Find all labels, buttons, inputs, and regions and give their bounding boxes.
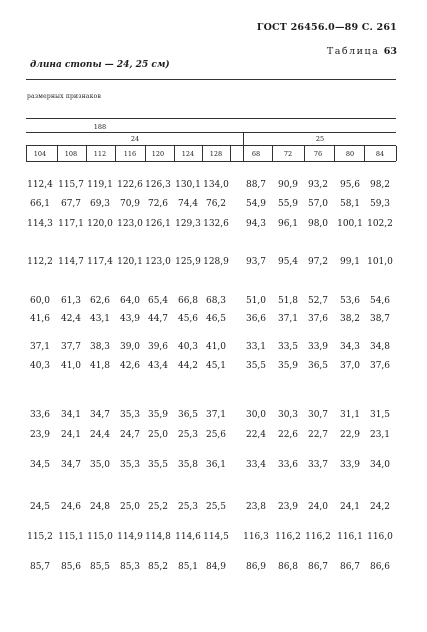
table-cell: 93,7 — [245, 257, 267, 267]
table-cell: 24,4 — [89, 430, 111, 440]
table-cell: 61,3 — [60, 296, 82, 306]
table-cell: 86,7 — [307, 562, 329, 572]
table-cell: 43,1 — [89, 314, 111, 324]
table-label-word: Таблица — [326, 46, 380, 57]
column-separator — [202, 146, 203, 161]
table-cell: 23,9 — [277, 502, 299, 512]
table-cell: 31,5 — [369, 410, 391, 420]
table-cell: 72,6 — [147, 199, 169, 209]
table-cell: 120,0 — [87, 219, 113, 229]
table-cell: 44,7 — [147, 314, 169, 324]
table-cell: 39,0 — [119, 342, 141, 352]
table-cell: 114,6 — [175, 532, 201, 542]
table-cell: 36,5 — [307, 361, 329, 371]
header-rule-top — [26, 118, 396, 119]
table-cell: 85,7 — [29, 562, 51, 572]
table-cell: 126,3 — [145, 180, 171, 190]
table-cell: 115,2 — [27, 532, 53, 542]
table-cell: 123,0 — [145, 257, 171, 267]
column-header: 104 — [33, 150, 47, 158]
table-cell: 35,3 — [119, 410, 141, 420]
table-cell: 46,5 — [205, 314, 227, 324]
table-cell: 24,7 — [119, 430, 141, 440]
table-cell: 67,7 — [60, 199, 82, 209]
table-cell: 35,5 — [245, 361, 267, 371]
table-cell: 117,1 — [58, 219, 84, 229]
table-cell: 115,1 — [58, 532, 84, 542]
table-cell: 84,9 — [205, 562, 227, 572]
column-header: 80 — [345, 150, 355, 158]
table-cell: 25,2 — [147, 502, 169, 512]
table-cell: 30,7 — [307, 410, 329, 420]
table-cell: 24,6 — [60, 502, 82, 512]
table-cell: 85,6 — [60, 562, 82, 572]
table-cell: 35,0 — [89, 460, 111, 470]
table-cell: 35,9 — [147, 410, 169, 420]
table-cell: 35,5 — [147, 460, 169, 470]
table-cell: 37,6 — [307, 314, 329, 324]
table-cell: 40,3 — [29, 361, 51, 371]
table-cell: 59,3 — [369, 199, 391, 209]
table-cell: 55,9 — [277, 199, 299, 209]
table-cell: 41,8 — [89, 361, 111, 371]
table-cell: 66,8 — [177, 296, 199, 306]
table-cell: 25,0 — [119, 502, 141, 512]
column-header: 72 — [283, 150, 293, 158]
column-separator — [243, 146, 244, 161]
title-rule — [26, 79, 396, 80]
table-cell: 94,3 — [245, 219, 267, 229]
table-cell: 114,3 — [27, 219, 53, 229]
table-cell: 24,2 — [369, 502, 391, 512]
table-cell: 70,9 — [119, 199, 141, 209]
table-cell: 22,7 — [307, 430, 329, 440]
table-cell: 60,0 — [29, 296, 51, 306]
table-cell: 33,6 — [277, 460, 299, 470]
column-separator — [304, 146, 305, 161]
table-cell: 54,6 — [369, 296, 391, 306]
table-cell: 114,7 — [58, 257, 84, 267]
table-cell: 34,1 — [60, 410, 82, 420]
table-cell: 34,5 — [29, 460, 51, 470]
table-cell: 22,6 — [277, 430, 299, 440]
table-cell: 125,9 — [175, 257, 201, 267]
table-cell: 116,0 — [367, 532, 393, 542]
table-cell: 85,1 — [177, 562, 199, 572]
column-separator — [396, 146, 397, 161]
table-cell: 36,6 — [245, 314, 267, 324]
table-cell: 122,6 — [117, 180, 143, 190]
table-cell: 98,0 — [307, 219, 329, 229]
table-cell: 37,1 — [205, 410, 227, 420]
table-cell: 42,4 — [60, 314, 82, 324]
table-cell: 68,3 — [205, 296, 227, 306]
column-separator — [364, 146, 365, 161]
table-cell: 85,3 — [119, 562, 141, 572]
table-cell: 95,6 — [339, 180, 361, 190]
table-cell: 86,9 — [245, 562, 267, 572]
table-cell: 30,3 — [277, 410, 299, 420]
table-cell: 36,5 — [177, 410, 199, 420]
column-header: 84 — [375, 150, 385, 158]
table-cell: 51,0 — [245, 296, 267, 306]
table-cell: 66,1 — [29, 199, 51, 209]
page-header: ГОСТ 26456.0—89 С. 261 — [256, 22, 397, 33]
table-cell: 35,9 — [277, 361, 299, 371]
column-separator — [115, 146, 116, 161]
table-cell: 116,3 — [243, 532, 269, 542]
table-cell: 40,3 — [177, 342, 199, 352]
table-cell: 58,1 — [339, 199, 361, 209]
table-cell: 34,3 — [339, 342, 361, 352]
table-cell: 65,4 — [147, 296, 169, 306]
table-cell: 64,0 — [119, 296, 141, 306]
table-cell: 34,0 — [369, 460, 391, 470]
table-cell: 130,1 — [175, 180, 201, 190]
table-cell: 25,6 — [205, 430, 227, 440]
column-header: 128 — [209, 150, 223, 158]
table-cell: 134,0 — [203, 180, 229, 190]
table-cell: 85,5 — [89, 562, 111, 572]
table-cell: 33,6 — [29, 410, 51, 420]
table-cell: 93,2 — [307, 180, 329, 190]
table-cell: 86,8 — [277, 562, 299, 572]
column-separator — [334, 146, 335, 161]
table-cell: 90,9 — [277, 180, 299, 190]
table-cell: 85,2 — [147, 562, 169, 572]
column-header: 68 — [251, 150, 261, 158]
table-cell: 24,8 — [89, 502, 111, 512]
table-cell: 96,1 — [277, 219, 299, 229]
table-cell: 43,9 — [119, 314, 141, 324]
table-cell: 97,2 — [307, 257, 329, 267]
column-header: 112 — [93, 150, 107, 158]
table-cell: 95,4 — [277, 257, 299, 267]
table-cell: 38,2 — [339, 314, 361, 324]
column-separator — [272, 146, 273, 161]
column-header: 108 — [64, 150, 78, 158]
column-header: 120 — [151, 150, 165, 158]
column-separator — [174, 146, 175, 161]
table-cell: 76,2 — [205, 199, 227, 209]
sign-caption: размерных признаков — [27, 93, 102, 100]
table-cell: 86,6 — [369, 562, 391, 572]
table-cell: 37,6 — [369, 361, 391, 371]
table-cell: 36,1 — [205, 460, 227, 470]
table-cell: 115,7 — [58, 180, 84, 190]
table-cell: 38,7 — [369, 314, 391, 324]
column-separator — [145, 146, 146, 161]
table-cell: 52,7 — [307, 296, 329, 306]
table-cell: 116,2 — [275, 532, 301, 542]
table-cell: 117,4 — [87, 257, 113, 267]
column-separator — [86, 146, 87, 161]
table-cell: 24,1 — [60, 430, 82, 440]
table-cell: 22,9 — [339, 430, 361, 440]
table-cell: 114,8 — [145, 532, 171, 542]
table-cell: 123,0 — [117, 219, 143, 229]
table-cell: 62,6 — [89, 296, 111, 306]
table-cell: 33,4 — [245, 460, 267, 470]
table-cell: 115,0 — [87, 532, 113, 542]
table-cell: 45,1 — [205, 361, 227, 371]
table-cell: 24,5 — [29, 502, 51, 512]
table-cell: 30,0 — [245, 410, 267, 420]
column-separator — [230, 146, 231, 161]
header-rule-group — [26, 132, 396, 133]
table-cell: 33,9 — [307, 342, 329, 352]
table-cell: 24,1 — [339, 502, 361, 512]
column-separator — [57, 146, 58, 161]
table-cell: 129,3 — [175, 219, 201, 229]
table-cell: 53,6 — [339, 296, 361, 306]
table-cell: 39,6 — [147, 342, 169, 352]
table-cell: 37,1 — [277, 314, 299, 324]
table-cell: 35,3 — [119, 460, 141, 470]
table-cell: 22,4 — [245, 430, 267, 440]
column-header: 124 — [181, 150, 195, 158]
column-separator — [26, 146, 27, 161]
table-cell: 45,6 — [177, 314, 199, 324]
table-cell: 34,7 — [60, 460, 82, 470]
table-cell: 41,0 — [205, 342, 227, 352]
table-cell: 119,1 — [87, 180, 113, 190]
table-cell: 37,0 — [339, 361, 361, 371]
table-cell: 116,2 — [305, 532, 331, 542]
table-cell: 44,2 — [177, 361, 199, 371]
table-cell: 120,1 — [117, 257, 143, 267]
table-cell: 116,1 — [337, 532, 363, 542]
table-cell: 112,4 — [27, 180, 53, 190]
table-cell: 42,6 — [119, 361, 141, 371]
table-cell: 112,2 — [27, 257, 53, 267]
table-cell: 128,9 — [203, 257, 229, 267]
table-cell: 98,2 — [369, 180, 391, 190]
group-header: 188 — [93, 123, 107, 131]
table-cell: 114,5 — [203, 532, 229, 542]
table-cell: 88,7 — [245, 180, 267, 190]
table-cell: 33,1 — [245, 342, 267, 352]
header-rule-subgroup — [26, 145, 396, 146]
table-cell: 25,3 — [177, 502, 199, 512]
table-cell: 43,4 — [147, 361, 169, 371]
table-cell: 86,7 — [339, 562, 361, 572]
table-cell: 37,7 — [60, 342, 82, 352]
table-cell: 33,5 — [277, 342, 299, 352]
table-cell: 31,1 — [339, 410, 361, 420]
table-cell: 69,3 — [89, 199, 111, 209]
column-header: 76 — [313, 150, 323, 158]
table-cell: 57,0 — [307, 199, 329, 209]
table-cell: 33,7 — [307, 460, 329, 470]
table-cell: 25,0 — [147, 430, 169, 440]
table-cell: 99,1 — [339, 257, 361, 267]
table-cell: 23,1 — [369, 430, 391, 440]
table-cell: 25,3 — [177, 430, 199, 440]
table-cell: 34,7 — [89, 410, 111, 420]
table-cell: 114,9 — [117, 532, 143, 542]
table-cell: 23,9 — [29, 430, 51, 440]
table-cell: 23,8 — [245, 502, 267, 512]
table-cell: 54,9 — [245, 199, 267, 209]
header-rule-bottom — [26, 161, 396, 162]
subgroup-header-25: 25 — [315, 135, 325, 143]
table-cell: 101,0 — [367, 257, 393, 267]
table-cell: 74,4 — [177, 199, 199, 209]
table-cell: 51,8 — [277, 296, 299, 306]
table-cell: 34,8 — [369, 342, 391, 352]
table-number: 63 — [383, 46, 397, 57]
table-cell: 38,3 — [89, 342, 111, 352]
table-title-continued: длина стопы — 24, 25 см) — [30, 60, 170, 70]
table-cell: 33,9 — [339, 460, 361, 470]
table-cell: 102,2 — [367, 219, 393, 229]
subgroup-header-24: 24 — [130, 135, 140, 143]
table-cell: 35,8 — [177, 460, 199, 470]
table-cell: 126,1 — [145, 219, 171, 229]
table-cell: 132,6 — [203, 219, 229, 229]
table-cell: 100,1 — [337, 219, 363, 229]
column-header: 116 — [123, 150, 137, 158]
table-cell: 41,6 — [29, 314, 51, 324]
table-cell: 37,1 — [29, 342, 51, 352]
table-cell: 24,0 — [307, 502, 329, 512]
table-cell: 41,0 — [60, 361, 82, 371]
table-cell: 25,5 — [205, 502, 227, 512]
table-label — [327, 46, 397, 57]
